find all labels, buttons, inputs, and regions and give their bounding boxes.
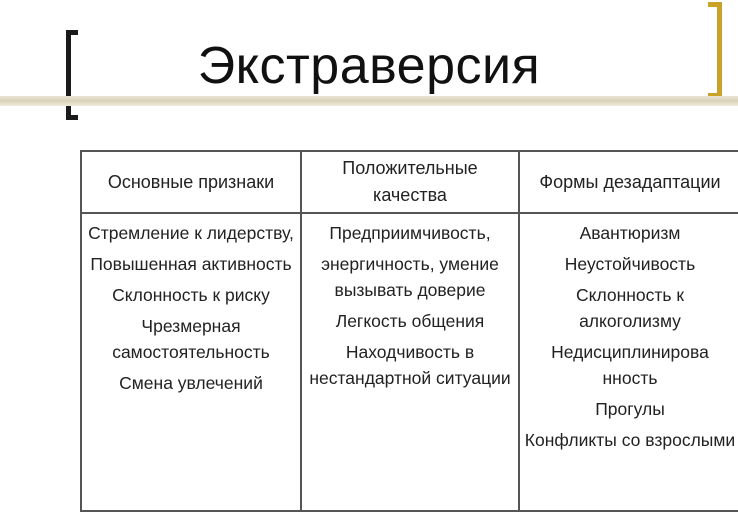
list-item: энергичность, умение вызывать доверие [321, 254, 499, 300]
title-underline-bar [0, 96, 738, 106]
list-item: Находчивость в нестандартной ситуации [309, 342, 511, 388]
list-item: Склонность к алкоголизму [575, 285, 685, 331]
column-main-signs [81, 213, 301, 511]
list-item: Прогулы [595, 399, 665, 419]
column-maladaptation-forms [519, 213, 738, 511]
extraversion-table [80, 150, 738, 512]
list-item: Предприимчивость, [329, 223, 491, 243]
list-item: Легкость общения [335, 311, 485, 331]
header-positive-qualities: Положительные качества [301, 151, 519, 213]
list-item: Конфликты со взрослыми [524, 430, 736, 450]
table-row [81, 213, 738, 511]
header-maladaptation-forms: Формы дезадаптации [519, 151, 738, 213]
list-item: Неустойчивость [564, 254, 696, 274]
list-item: Чрезмерная самостоятельность [112, 316, 270, 362]
header-main-signs: Основные признаки [81, 151, 301, 213]
list-item: Повышенная активность [90, 254, 292, 274]
list-item: Авантюризм [579, 223, 681, 243]
list-item: Склонность к риску [112, 285, 270, 305]
list-item: Стремление к лидерству, [88, 223, 294, 243]
table-header-row [81, 151, 738, 213]
list-item: Смена увлечений [119, 373, 263, 393]
column-positive-qualities [301, 213, 519, 511]
slide-title: Экстраверсия [197, 37, 541, 95]
list-item: Недисциплинирова нность [551, 342, 709, 388]
